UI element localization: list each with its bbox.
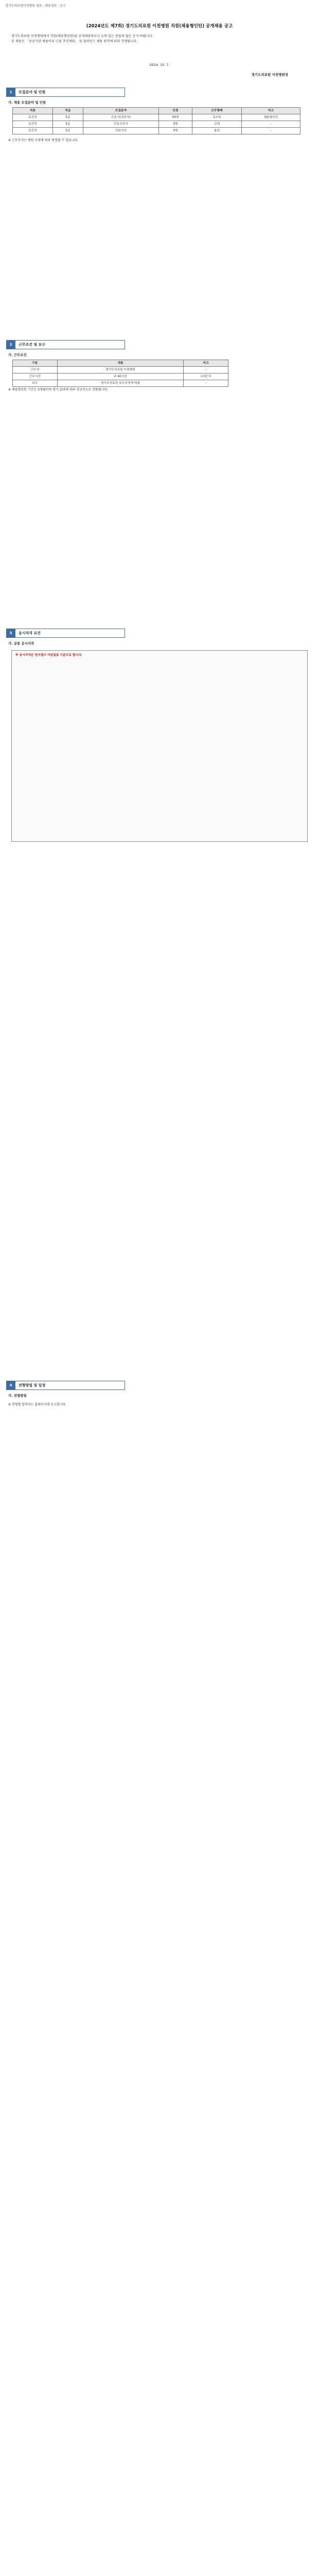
table-row: 근무시간 주 40시간 교대근무: [13, 374, 228, 380]
announcement-date: 2024. 10. 7.: [149, 63, 170, 67]
qualification-box: ※ 응시자격은 원서접수 마감일을 기준으로 합니다.: [11, 650, 308, 842]
section-header-1: 1 모집분야 및 인원: [6, 88, 125, 97]
section-header-2: 2 근무조건 및 보수: [6, 340, 125, 349]
page-title: (2024년도 제7회) 경기도의료원 이천병원 직원(채용형인턴) 공개채용 공고: [86, 24, 233, 29]
intro-text: [11, 34, 308, 44]
recruitment-table: 직종 직급 모집분야 인원 근무형태 비고 보건직 5급 간호사(정규직) 00명 3교대 채용형인턴 보건직 5급 간호조무사 0명 교대 - 보건직 5급 의료기사 0명 통상 -: [12, 107, 300, 134]
issuing-organization: 경기도의료원 이천병원장: [251, 73, 288, 77]
section-header-3: 3 응시자격 요건: [6, 629, 125, 638]
intro-line: 경기도의료원 이천병원에서 직원(채용형인턴)을 공개채용하오니 능력 있는 분들의 많은 응시 바랍니다.: [11, 35, 153, 38]
table-row: 보수 경기도의료원 보수규정에 따름 -: [13, 380, 228, 387]
section-1-note: ※ 근무부서는 병원 사정에 따라 변경될 수 있습니다.: [8, 139, 79, 142]
section-1-subheading: 가. 채용 모집분야 및 인원: [8, 100, 46, 105]
section-3-subheading: 가. 공통 응시자격: [8, 641, 34, 646]
section-2-note: ※ 채용형인턴 기간은 3개월이며 평가 결과에 따라 정규직으로 전환됩니다.: [8, 388, 109, 392]
section-2-subheading: 가. 근무조건: [8, 353, 27, 357]
section-4-subheading: 가. 전형방법: [8, 1394, 27, 1398]
table-row: 근무지 경기도의료원 이천병원 -: [13, 367, 228, 374]
table-row: 보건직 5급 간호조무사 0명 교대 -: [13, 121, 300, 128]
section-header-4: 4 전형방법 및 일정: [6, 1381, 125, 1390]
section-4-note: ※ 전형별 합격자는 홈페이지에 공고합니다.: [8, 1403, 67, 1406]
breadcrumb: 경기도의료원이천병원 정보 · 채용정보 · 공고: [5, 4, 66, 8]
table-row: 보건직 5급 간호사(정규직) 00명 3교대 채용형인턴: [13, 114, 300, 121]
working-conditions-table: 구분 내용 비고 근무지 경기도의료원 이천병원 - 근무시간 주 40시간 교대근무 보수 경기도의료원 보수규정에 따름 -: [12, 360, 228, 387]
table-row: 보건직 5급 의료기사 0명 통상 -: [13, 128, 300, 134]
intro-line: 본 채용은 「공공기관 채용비리 근절 추진계획」 및 블라인드 채용 원칙에 따라 진행됩니다.: [11, 40, 138, 43]
